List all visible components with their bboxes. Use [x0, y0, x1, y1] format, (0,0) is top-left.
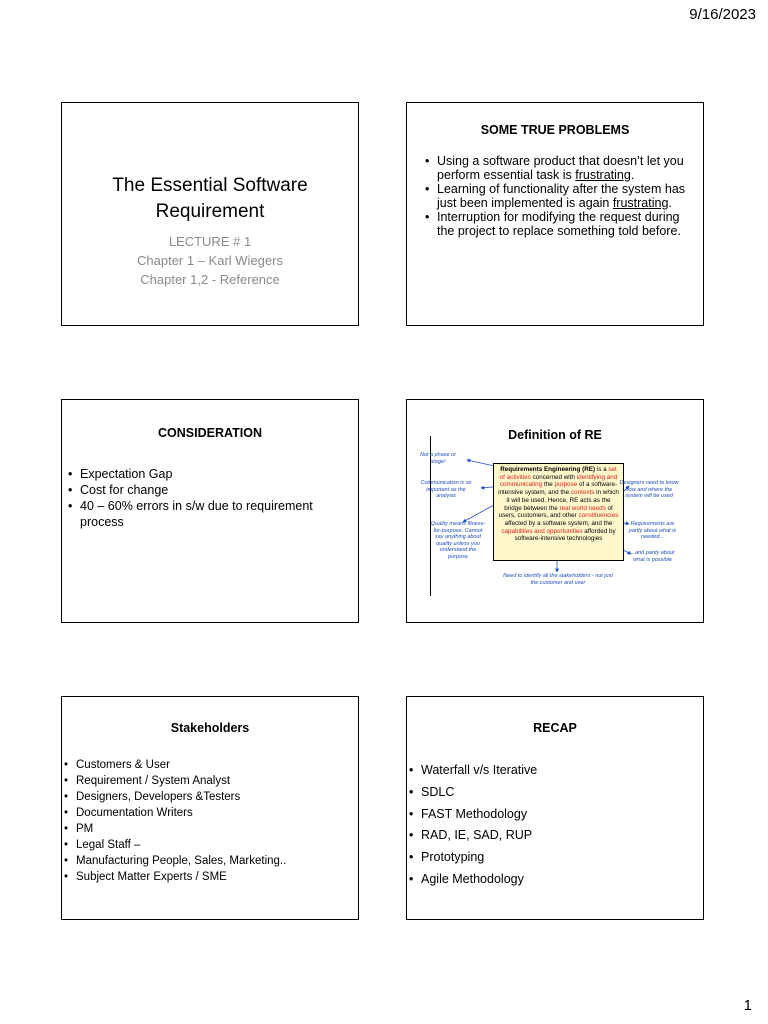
page-date: 9/16/2023 [689, 6, 756, 23]
list-item: • Customers & User [64, 757, 352, 773]
chapter-reference: Chapter 1,2 - Reference [140, 272, 280, 287]
chapter-reference: Chapter 1 – Karl Wiegers [137, 253, 283, 268]
slide-recap [406, 696, 704, 920]
slide-true-problems [406, 102, 704, 326]
list-item: • Interruption for modifying the request during the project to replace something told before. [423, 211, 689, 238]
list-item: • FAST Methodology [409, 804, 697, 826]
list-item: • Manufacturing People, Sales, Marketing.. [64, 853, 352, 869]
list-item: • Waterfall v/s Iterative [409, 760, 697, 782]
list-item: • Requirement / System Analyst [64, 773, 352, 789]
list-item: • Cost for change [68, 482, 344, 498]
list-item: • Documentation Writers [64, 805, 352, 821]
list-item: • PM [64, 821, 352, 837]
annotation-quality: Quality means fitness-for-purpose. Cannot say anything about quality unless you understand the purpose [430, 521, 486, 560]
slide-stakeholders [61, 696, 359, 920]
list-item: • RAD, IE, SAD, RUP [409, 825, 697, 847]
bullet-list [409, 760, 697, 891]
bullet-list [64, 757, 352, 885]
page-number: 1 [743, 997, 752, 1014]
list-item: • Designers, Developers &Testers [64, 789, 352, 805]
slide-consideration [61, 399, 359, 623]
list-item: • Expectation Gap [68, 466, 344, 482]
slide-heading: CONSIDERATION [158, 426, 262, 440]
underlined-word: frustrating [612, 195, 669, 210]
list-item: • Legal Staff – [64, 837, 352, 853]
list-item: • SDLC [409, 782, 697, 804]
bullet-list [68, 466, 344, 530]
slide-title-subtitle [62, 232, 358, 289]
annotation-designers: Designers need to know how and where the system will be used [619, 480, 679, 500]
list-item: • Learning of functionality after the system has just been implemented is again frustrating. [423, 183, 689, 210]
slide-title-heading: The Essential Software Requirement [112, 175, 308, 222]
slide-heading: SOME TRUE PROBLEMS [480, 123, 630, 137]
list-item: • 40 – 60% errors in s/w due to requirement process [68, 498, 344, 530]
slide-heading: RECAP [533, 721, 577, 735]
annotation-partly: ...and partly about what is possible [630, 550, 675, 563]
slide-title [61, 102, 359, 326]
annotation-requirements: Requirements are partly about what is needed... [628, 521, 677, 541]
bullet-list [423, 155, 689, 239]
definition-box: Requirements Engineering (RE) is a set of activities concerned with identifying and communicating the purpose of a software-intensive system, and the contexts in which it will be used. Hence, RE acts as the bridge between the real world needs of users, customers, and other constituencies affected by a software system, and the capabilities and opportunities afforded by software-intensive technologies [493, 463, 624, 561]
list-item: • Using a software product that doesn’t let you perform essential task is frustrating. [423, 155, 689, 182]
underlined-word: frustrating [575, 167, 631, 182]
list-item: • Agile Methodology [409, 869, 697, 891]
slide-heading: Definition of RE [508, 428, 602, 442]
annotation-not-phase: Not a phase or stage! [419, 452, 457, 465]
annotation-communication: Communication is as important as the analysis [420, 480, 472, 500]
list-item: • Subject Matter Experts / SME [64, 869, 352, 885]
list-item: • Prototyping [409, 847, 697, 869]
slide-definition-of-re [406, 399, 704, 623]
lecture-number: LECTURE # 1 [168, 234, 252, 249]
annotation-stakeholders: Need to identify all the stakeholders - not just the customer and user [503, 573, 613, 586]
slide-heading: Stakeholders [170, 721, 250, 735]
